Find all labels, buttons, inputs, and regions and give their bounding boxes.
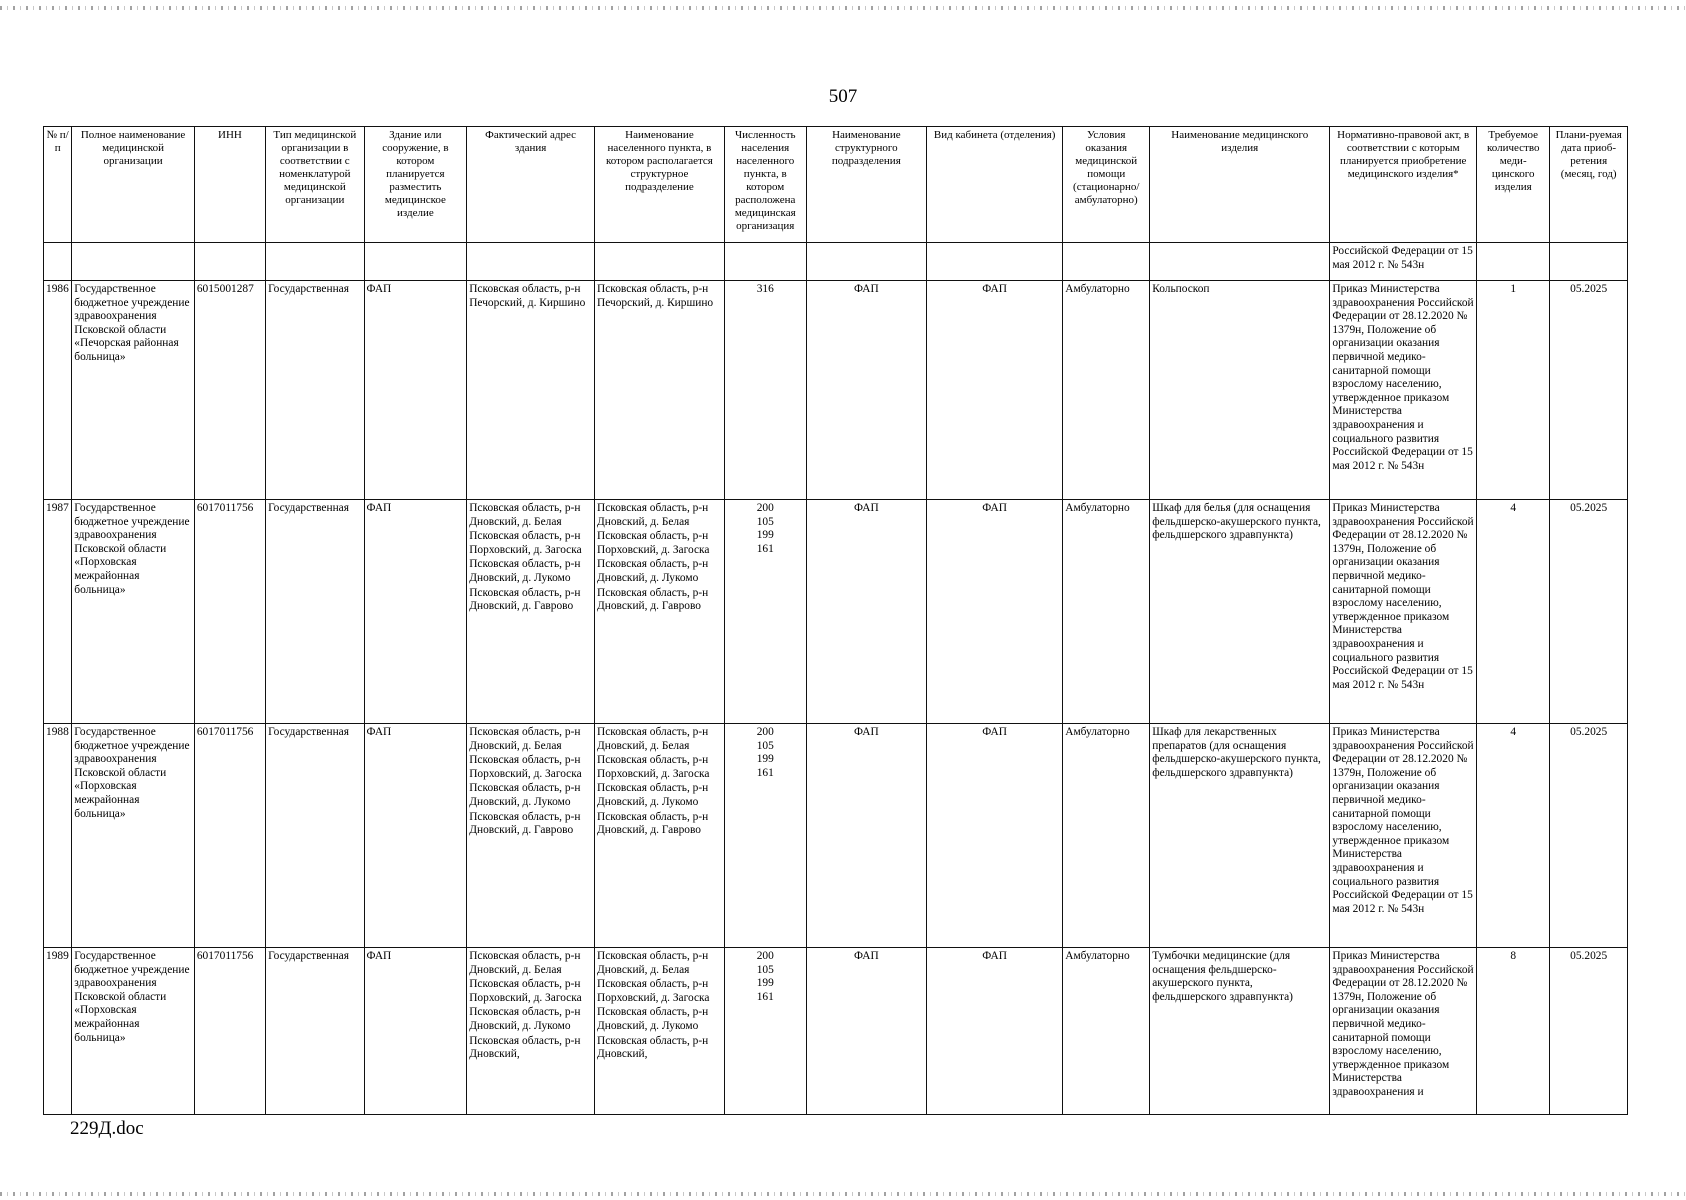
column-header: Наименование структурного подразделения	[806, 127, 926, 243]
inn: 6015001287	[194, 281, 265, 500]
settlement-line: Псковская область, р-н Дновский, д. Лукомо	[597, 1006, 709, 1032]
column-header: Наименование населенного пункта, в котором располагается структурное подразделение	[595, 127, 725, 243]
settlement-line: Псковская область, р-н Порховский, д. Загоска	[597, 754, 710, 780]
row-number: 1986	[44, 281, 72, 500]
address-line: Псковская область, р-н Дновский, д. Гаврово	[469, 810, 581, 837]
address-line: Псковская область, р-н Дновский, д. Лукомо	[469, 1006, 581, 1032]
settlement-name	[595, 500, 725, 724]
address-line: Псковская область, р-н Дновский, д. Лукомо	[469, 782, 581, 808]
quantity: 4	[1477, 500, 1550, 724]
cont-cell	[595, 243, 725, 281]
settlement-line: Псковская область, р-н Дновский, д. Гаврово	[597, 586, 709, 613]
settlement-line: Псковская область, р-н Дновский, д. Белая	[597, 726, 709, 752]
column-header: Наименование медицинского изделия	[1150, 127, 1330, 243]
population	[724, 500, 806, 724]
cont-cell	[927, 243, 1063, 281]
settlement-name	[595, 724, 725, 948]
row-number: 1988	[44, 724, 72, 948]
address-line: Псковская область, р-н Дновский, д. Белая	[469, 726, 581, 752]
inn: 6017011756	[194, 724, 265, 948]
column-header: Плани-руемая дата приоб-ретения (месяц, год)	[1550, 127, 1628, 243]
population-value: 200	[756, 950, 774, 962]
legal-act: Приказ Министерства здравоохранения Российской Федерации от 28.12.2020 № 1379н, Положение об организации оказания первичной медико-санитарной помощи взрослому населению, утвержденное приказом Министерства здравоохранения и социального развития Российской Федерации от 15 мая 2012 г. № 543н	[1330, 724, 1477, 948]
column-header: Вид кабинета (отделения)	[927, 127, 1063, 243]
cont-cell	[724, 243, 806, 281]
building: ФАП	[364, 281, 467, 500]
population-value: 161	[756, 542, 774, 555]
cont-cell	[364, 243, 467, 281]
column-header: Полное наименование медицинской организации	[72, 127, 195, 243]
actual-address	[467, 281, 595, 500]
structural-division: ФАП	[806, 724, 926, 948]
medical-device: Шкаф для белья (для оснащения фельдшерско-акушерского пункта, фельдшерского здравпункта)	[1150, 500, 1330, 724]
column-header: Численность населения населенного пункта, в котором расположена медицинская организация	[724, 127, 806, 243]
settlement-line: Псковская область, р-н Дновский, д. Белая	[597, 502, 709, 528]
address-line: Псковская область, р-н Дновский, д. Гаврово	[469, 586, 581, 613]
purchase-date: 05.2025	[1550, 724, 1628, 948]
address-line: Псковская область, р-н Дновский, д. Белая	[469, 502, 581, 528]
equipment-table	[43, 126, 1628, 1115]
address-line: Псковская область, р-н Порховский, д. Загоска	[469, 978, 582, 1004]
settlement-line: Псковская область, р-н Порховский, д. Загоска	[597, 978, 710, 1004]
address-line: Псковская область, р-н Дновский, д. Лукомо	[469, 558, 581, 584]
actual-address	[467, 948, 595, 1115]
settlement-line: Псковская область, р-н Дновский, д. Лукомо	[597, 782, 709, 808]
settlement-line: Псковская область, р-н Дновский, д. Белая	[597, 950, 709, 976]
table-row	[44, 724, 1628, 948]
table-row	[44, 281, 1628, 500]
address-line: Псковская область, р-н Порховский, д. Загоска	[469, 754, 582, 780]
column-header: Фактический адрес здания	[467, 127, 595, 243]
structural-division: ФАП	[806, 500, 926, 724]
cont-cell	[1550, 243, 1628, 281]
scan-border-bottom	[0, 1192, 1686, 1196]
column-header: Тип медицинской организации в соответствии с номенклатурой медицинской организации	[266, 127, 364, 243]
population-value: 105	[756, 963, 774, 976]
address-line: Псковская область, р-н Дновский,	[469, 1034, 581, 1061]
population-value: 199	[756, 529, 774, 542]
address-line: Псковская область, р-н Порховский, д. Загоска	[469, 530, 582, 556]
structural-division: ФАП	[806, 281, 926, 500]
quantity: 4	[1477, 724, 1550, 948]
cont-cell	[467, 243, 595, 281]
cont-cell	[806, 243, 926, 281]
settlement-line: Псковская область, р-н Дновский, д. Лукомо	[597, 558, 709, 584]
continuation-row	[44, 243, 1628, 281]
population	[724, 724, 806, 948]
quantity: 8	[1477, 948, 1550, 1115]
column-header: № п/п	[44, 127, 72, 243]
organization-type: Государственная	[266, 500, 364, 724]
column-header: Условия оказания медицинской помощи (стационарно/ амбулаторно)	[1063, 127, 1150, 243]
building: ФАП	[364, 500, 467, 724]
settlement-name	[595, 281, 725, 500]
row-number: 1989	[44, 948, 72, 1115]
settlement-name	[595, 948, 725, 1115]
purchase-date: 05.2025	[1550, 281, 1628, 500]
building: ФАП	[364, 724, 467, 948]
table-row	[44, 500, 1628, 724]
cont-cell	[1063, 243, 1150, 281]
settlement-line: Псковская область, р-н Дновский, д. Гаврово	[597, 810, 709, 837]
population-value: 105	[756, 515, 774, 528]
organization-name: Государственное бюджетное учреждение здравоохранения Псковской области «Порховская межрайонная больница»	[72, 948, 195, 1115]
cabinet-type: ФАП	[927, 724, 1063, 948]
purchase-date: 05.2025	[1550, 948, 1628, 1115]
cont-act-cell: Российской Федерации от 15 мая 2012 г. № 543н	[1330, 243, 1477, 281]
page-number: 507	[828, 86, 858, 107]
population	[724, 948, 806, 1115]
population-value: 200	[756, 502, 774, 514]
building: ФАП	[364, 948, 467, 1115]
cabinet-type: ФАП	[927, 281, 1063, 500]
cont-cell	[44, 243, 72, 281]
footer-filename: 229Д.doc	[70, 1118, 144, 1139]
cont-cell	[194, 243, 265, 281]
row-number: 1987	[44, 500, 72, 724]
medical-device: Кольпоскоп	[1150, 281, 1330, 500]
population-value: 161	[756, 766, 774, 779]
settlement-line: Псковская область, р-н Дновский,	[597, 1034, 709, 1061]
population	[724, 281, 806, 500]
organization-name: Государственное бюджетное учреждение здравоохранения Псковской области «Печорская районная больница»	[72, 281, 195, 500]
purchase-date: 05.2025	[1550, 500, 1628, 724]
settlement-line: Псковская область, р-н Порховский, д. Загоска	[597, 530, 710, 556]
actual-address	[467, 500, 595, 724]
header-row	[44, 127, 1628, 243]
medical-device: Шкаф для лекарственных препаратов (для оснащения фельдшерско-акушерского пункта, фельдшерского здравпункта)	[1150, 724, 1330, 948]
care-conditions: Амбулаторно	[1063, 948, 1150, 1115]
legal-act: Приказ Министерства здравоохранения Российской Федерации от 28.12.2020 № 1379н, Положение об организации оказания первичной медико-санитарной помощи взрослому населению, утвержденное приказом Министерства здравоохранения и социального развития Российской Федерации от 15 мая 2012 г. № 543н	[1330, 500, 1477, 724]
cabinet-type: ФАП	[927, 500, 1063, 724]
population-value: 161	[756, 990, 774, 1003]
population-value: 199	[756, 977, 774, 990]
legal-act: Приказ Министерства здравоохранения Российской Федерации от 28.12.2020 № 1379н, Положение об организации оказания первичной медико-санитарной помощи взрослому населению, утвержденное приказом Министерства здравоохранения и	[1330, 948, 1477, 1115]
quantity: 1	[1477, 281, 1550, 500]
legal-act: Приказ Министерства здравоохранения Российской Федерации от 28.12.2020 № 1379н, Положение об организации оказания первичной медико-санитарной помощи взрослому населению, утвержденное приказом Министерства здравоохранения и социального развития Российской Федерации от 15 мая 2012 г. № 543н	[1330, 281, 1477, 500]
actual-address	[467, 724, 595, 948]
cont-cell	[266, 243, 364, 281]
settlement-line: Псковская область, р-н Печорский, д. Киршино	[597, 283, 714, 309]
population-value: 200	[756, 726, 774, 738]
column-header: Здание или сооружение, в котором планируется разместить медицинское изделие	[364, 127, 467, 243]
address-line: Псковская область, р-н Печорский, д. Киршино	[469, 283, 586, 309]
care-conditions: Амбулаторно	[1063, 500, 1150, 724]
cont-cell	[1150, 243, 1330, 281]
cabinet-type: ФАП	[927, 948, 1063, 1115]
cont-cell	[1477, 243, 1550, 281]
organization-type: Государственная	[266, 948, 364, 1115]
column-header: ИНН	[194, 127, 265, 243]
population-value: 199	[756, 753, 774, 766]
address-line: Псковская область, р-н Дновский, д. Белая	[469, 950, 581, 976]
column-header: Нормативно-правовой акт, в соответствии с которым планируется приобретение медицинского изделия*	[1330, 127, 1477, 243]
care-conditions: Амбулаторно	[1063, 724, 1150, 948]
inn: 6017011756	[194, 500, 265, 724]
organization-name: Государственное бюджетное учреждение здравоохранения Псковской области «Порховская межрайонная больница»	[72, 500, 195, 724]
organization-type: Государственная	[266, 281, 364, 500]
organization-name: Государственное бюджетное учреждение здравоохранения Псковской области «Порховская межрайонная больница»	[72, 724, 195, 948]
population-value: 316	[756, 283, 774, 295]
scan-border-top	[0, 6, 1686, 10]
structural-division: ФАП	[806, 948, 926, 1115]
medical-device: Тумбочки медицинские (для оснащения фельдшерско-акушерского пункта, фельдшерского здравпункта)	[1150, 948, 1330, 1115]
inn: 6017011756	[194, 948, 265, 1115]
cont-cell	[72, 243, 195, 281]
care-conditions: Амбулаторно	[1063, 281, 1150, 500]
column-header: Требуемое количество меди-цинского изделия	[1477, 127, 1550, 243]
organization-type: Государственная	[266, 724, 364, 948]
population-value: 105	[756, 739, 774, 752]
table-row	[44, 948, 1628, 1115]
